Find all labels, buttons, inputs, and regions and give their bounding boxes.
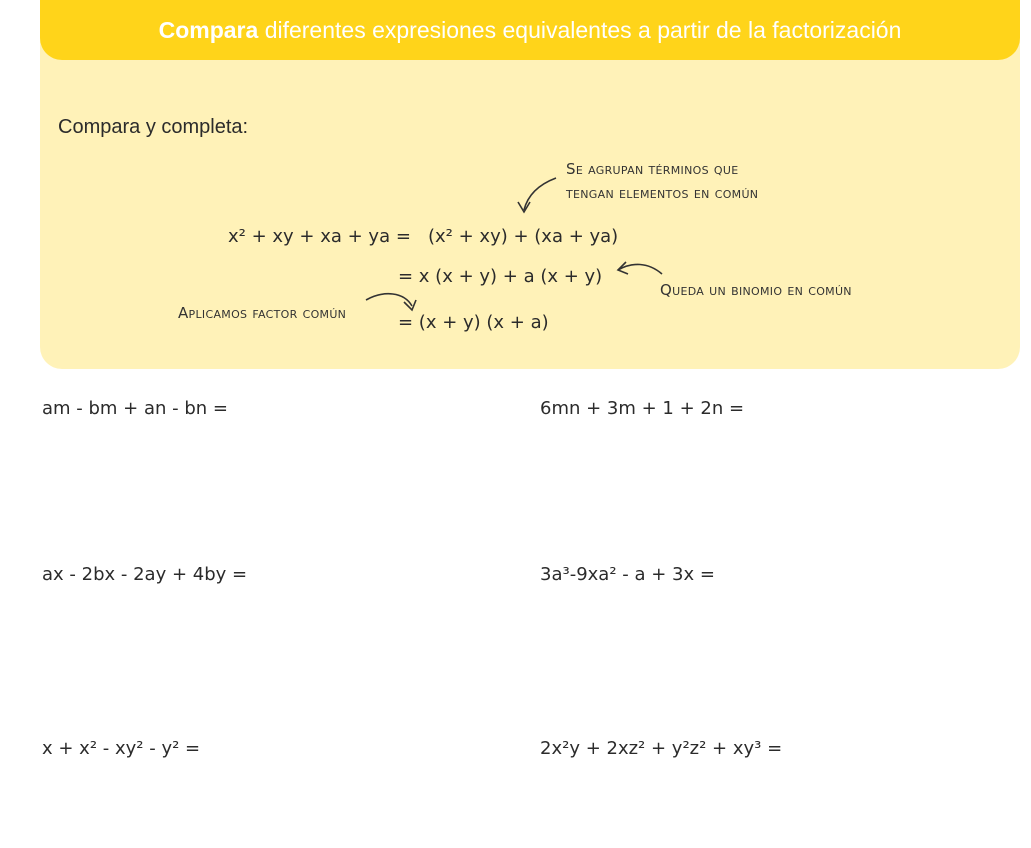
exercise-4[interactable]: 3a³-9xa² - a + 3x = [540, 564, 715, 585]
exercise-1[interactable]: am - bm + an - bn = [42, 398, 229, 419]
banner-text: diferentes expresiones equivalentes a partir de la factorización [264, 17, 902, 43]
note-left: Aplicamos factor común [178, 304, 347, 322]
example-line3: = (x + y) (x + a) [398, 312, 549, 333]
example-line2: = x (x + y) + a (x + y) [398, 266, 603, 287]
note-top-line2: tengan elementos en común [566, 184, 759, 202]
exercise-6[interactable]: 2x²y + 2xz² + y²z² + xy³ = [540, 738, 783, 759]
banner-bold-word: Compara [158, 17, 259, 43]
arrow-left-head [404, 300, 416, 310]
instruction-text: Compara y completa: [58, 116, 249, 138]
arrow-top-head [518, 202, 530, 212]
example-line1-left-text: x² + xy + xa + ya = [228, 226, 411, 247]
exercise-3[interactable]: ax - 2bx - 2ay + 4by = [42, 564, 248, 585]
note-top-line1: Se agrupan términos que [566, 160, 739, 178]
note-right: Queda un binomio en común [660, 281, 852, 299]
example-line1-right: (x² + xy) + (xa + ya) [428, 226, 619, 247]
exercise-5[interactable]: x + x² - xy² - y² = [42, 738, 201, 759]
exercise-2[interactable]: 6mn + 3m + 1 + 2n = [540, 398, 745, 419]
